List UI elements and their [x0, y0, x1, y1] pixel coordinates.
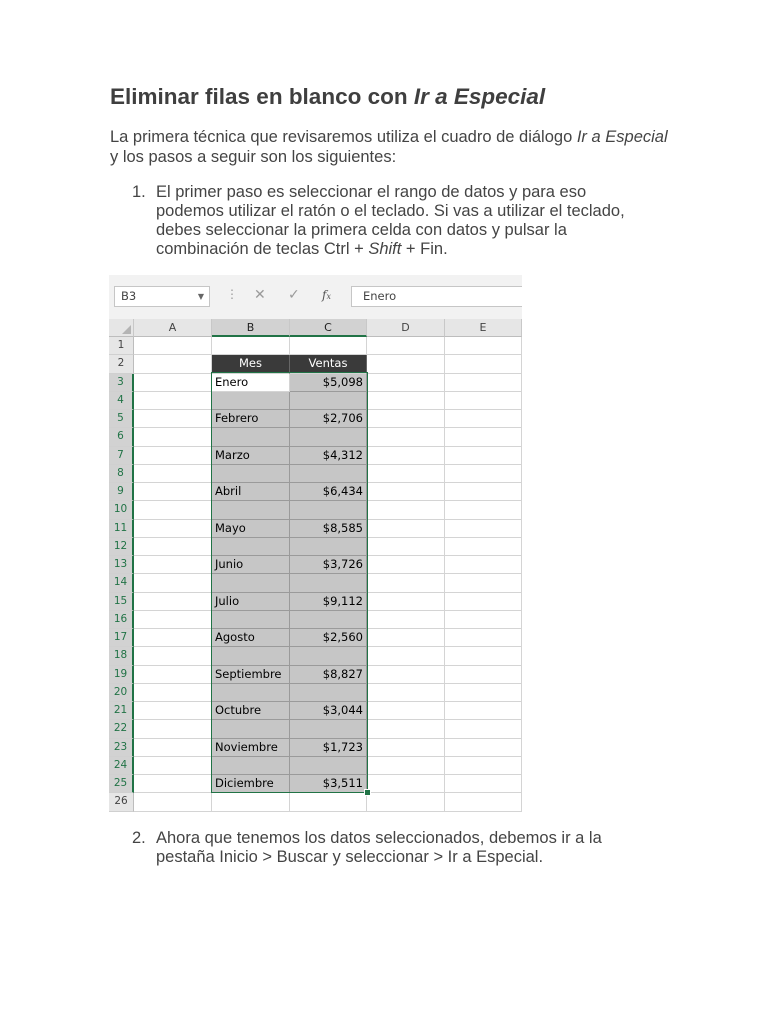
cell-e[interactable] — [445, 611, 522, 629]
cell-b[interactable]: Mes — [212, 355, 290, 373]
cell-d[interactable] — [367, 538, 445, 556]
formula-input[interactable] — [351, 286, 522, 307]
formula-bar — [109, 275, 522, 319]
row-header[interactable]: 4 — [109, 392, 134, 410]
cell-c[interactable]: $2,560 — [290, 629, 367, 647]
row-header[interactable]: 17 — [109, 629, 134, 647]
intro-emphasis: Ir a Especial — [576, 128, 668, 146]
select-all-icon — [122, 325, 131, 334]
cell-d[interactable] — [367, 666, 445, 684]
step-1-text-end: + Fin. — [401, 240, 448, 258]
cell-b[interactable]: Junio — [212, 556, 290, 574]
cell-a[interactable] — [134, 538, 212, 556]
cell-e[interactable] — [445, 465, 522, 483]
cell-a[interactable] — [134, 374, 212, 392]
row-header[interactable]: 2 — [109, 355, 134, 373]
cell-e[interactable] — [445, 574, 522, 592]
cell-a[interactable] — [134, 574, 212, 592]
column-label: E — [479, 321, 487, 334]
cell-a[interactable] — [134, 465, 212, 483]
table-row — [109, 410, 522, 428]
cell-d[interactable] — [367, 501, 445, 519]
row-header[interactable]: 10 — [109, 501, 134, 519]
cell-d[interactable] — [367, 355, 445, 373]
cell-d[interactable] — [367, 793, 445, 811]
cell-c[interactable] — [290, 720, 367, 738]
row-header[interactable]: 1 — [109, 337, 134, 355]
table-row — [109, 702, 522, 720]
cell-d[interactable] — [367, 410, 445, 428]
cell-b[interactable] — [212, 465, 290, 483]
cell-c[interactable] — [290, 501, 367, 519]
cell-e[interactable] — [445, 410, 522, 428]
page-title — [110, 84, 545, 110]
cell-d[interactable] — [367, 574, 445, 592]
cell-e[interactable] — [445, 428, 522, 446]
row-header[interactable]: 11 — [109, 520, 134, 538]
cell-b[interactable]: Abril — [212, 483, 290, 501]
table-row — [109, 757, 522, 775]
cell-c[interactable] — [290, 538, 367, 556]
cell-e[interactable] — [445, 720, 522, 738]
cell-a[interactable] — [134, 629, 212, 647]
table-row — [109, 337, 522, 355]
table-row — [109, 684, 522, 702]
cell-a[interactable] — [134, 355, 212, 373]
cell-c[interactable]: $9,112 — [290, 593, 367, 611]
row-header[interactable]: 6 — [109, 428, 134, 446]
cell-e[interactable] — [445, 629, 522, 647]
cell-e[interactable] — [445, 355, 522, 373]
cell-e[interactable] — [445, 702, 522, 720]
cell-b[interactable] — [212, 611, 290, 629]
intro-text-end: y los pasos a seguir son los siguientes: — [110, 148, 397, 166]
row-header[interactable]: 7 — [109, 447, 134, 465]
step-2-text: Ahora que tenemos los datos seleccionados, debemos ir a la pestaña Inicio > Buscar y seleccionar > Ir a Especial. — [156, 829, 602, 866]
cell-d[interactable] — [367, 647, 445, 665]
row-header[interactable]: 12 — [109, 538, 134, 556]
cell-e[interactable] — [445, 593, 522, 611]
intro-text: La primera técnica que revisaremos utiliza el cuadro de diálogo — [110, 128, 577, 146]
cell-a[interactable] — [134, 775, 212, 793]
table-row — [109, 556, 522, 574]
step-1-number: 1. — [132, 183, 146, 201]
table-row — [109, 447, 522, 465]
cell-a[interactable] — [134, 410, 212, 428]
table-row — [109, 793, 522, 811]
table-row — [109, 538, 522, 556]
table-row — [109, 392, 522, 410]
more-options-icon: ⋮ — [226, 287, 238, 301]
cell-c[interactable] — [290, 465, 367, 483]
cell-b[interactable]: Octubre — [212, 702, 290, 720]
table-row — [109, 501, 522, 519]
cell-b[interactable] — [212, 538, 290, 556]
column-label: B — [246, 321, 255, 334]
row-header[interactable]: 3 — [109, 374, 134, 392]
row-header[interactable]: 5 — [109, 410, 134, 428]
cell-a[interactable] — [134, 702, 212, 720]
row-header[interactable]: 18 — [109, 647, 134, 665]
row-header[interactable]: 22 — [109, 720, 134, 738]
table-row — [109, 739, 522, 757]
cell-b[interactable] — [212, 392, 290, 410]
table-row — [109, 720, 522, 738]
table-row — [109, 355, 522, 373]
cell-c[interactable]: $8,827 — [290, 666, 367, 684]
cell-d[interactable] — [367, 520, 445, 538]
cell-d[interactable] — [367, 465, 445, 483]
table-row — [109, 483, 522, 501]
cell-c[interactable]: $3,044 — [290, 702, 367, 720]
cell-c[interactable]: $4,312 — [290, 447, 367, 465]
cell-a[interactable] — [134, 392, 212, 410]
step-1-emphasis: Shift — [368, 240, 402, 258]
cell-a[interactable] — [134, 666, 212, 684]
cell-a[interactable] — [134, 757, 212, 775]
cell-b[interactable] — [212, 501, 290, 519]
cell-e[interactable] — [445, 793, 522, 811]
cell-c[interactable] — [290, 647, 367, 665]
cell-a[interactable] — [134, 684, 212, 702]
cell-b[interactable] — [212, 574, 290, 592]
cell-d[interactable] — [367, 428, 445, 446]
fill-handle[interactable] — [364, 789, 371, 796]
cell-e[interactable] — [445, 392, 522, 410]
cell-b[interactable] — [212, 428, 290, 446]
cell-c[interactable]: $3,726 — [290, 556, 367, 574]
cell-a[interactable] — [134, 428, 212, 446]
cell-c[interactable]: $2,706 — [290, 410, 367, 428]
cell-b[interactable]: Febrero — [212, 410, 290, 428]
cell-e[interactable] — [445, 520, 522, 538]
row-header[interactable]: 23 — [109, 739, 134, 757]
cell-a[interactable] — [134, 337, 212, 355]
cell-b[interactable]: Enero — [212, 374, 290, 392]
chevron-down-icon[interactable]: ▼ — [197, 292, 204, 301]
row-header[interactable]: 13 — [109, 556, 134, 574]
table-row — [109, 428, 522, 446]
formula-value: Enero — [363, 289, 397, 303]
table-row — [109, 574, 522, 592]
cell-c[interactable]: $1,723 — [290, 739, 367, 757]
cell-d[interactable] — [367, 593, 445, 611]
cell-e[interactable] — [445, 666, 522, 684]
cell-d[interactable] — [367, 392, 445, 410]
cell-d[interactable] — [367, 483, 445, 501]
cell-a[interactable] — [134, 611, 212, 629]
cell-e[interactable] — [445, 647, 522, 665]
row-header[interactable]: 14 — [109, 574, 134, 592]
cell-d[interactable] — [367, 739, 445, 757]
function-icon[interactable]: fx — [322, 288, 331, 302]
column-label: D — [401, 321, 410, 334]
cell-c[interactable]: Ventas — [290, 355, 367, 373]
cell-d[interactable] — [367, 556, 445, 574]
cell-c[interactable] — [290, 684, 367, 702]
row-header[interactable]: 20 — [109, 684, 134, 702]
column-header-b[interactable] — [212, 319, 290, 337]
cell-a[interactable] — [134, 593, 212, 611]
cancel-icon[interactable]: ✕ — [254, 287, 266, 303]
row-header[interactable]: 9 — [109, 483, 134, 501]
table-row — [109, 775, 522, 793]
cell-b[interactable]: Septiembre — [212, 666, 290, 684]
cell-e[interactable] — [445, 447, 522, 465]
cell-a[interactable] — [134, 647, 212, 665]
name-box[interactable] — [114, 286, 210, 307]
cell-b[interactable]: Julio — [212, 593, 290, 611]
intro-paragraph — [110, 127, 670, 167]
cell-c[interactable] — [290, 611, 367, 629]
cell-b[interactable]: Diciembre — [212, 775, 290, 793]
row-header[interactable]: 15 — [109, 593, 134, 611]
column-header-e[interactable] — [445, 319, 522, 337]
cell-c[interactable]: $5,098 — [290, 374, 367, 392]
cell-e[interactable] — [445, 775, 522, 793]
cell-e[interactable] — [445, 501, 522, 519]
cell-d[interactable] — [367, 702, 445, 720]
cell-b[interactable] — [212, 720, 290, 738]
cell-b[interactable]: Agosto — [212, 629, 290, 647]
row-header[interactable]: 26 — [109, 793, 134, 811]
column-label: C — [324, 321, 332, 334]
column-header-a[interactable] — [134, 319, 212, 337]
table-row — [109, 647, 522, 665]
column-header-d[interactable] — [367, 319, 445, 337]
cell-c[interactable]: $6,434 — [290, 483, 367, 501]
row-header[interactable]: 19 — [109, 666, 134, 684]
cell-e[interactable] — [445, 684, 522, 702]
title-text: Eliminar filas en blanco con — [110, 84, 414, 109]
cell-c[interactable] — [290, 793, 367, 811]
name-box-value: B3 — [121, 289, 137, 303]
row-header[interactable]: 24 — [109, 757, 134, 775]
cell-e[interactable] — [445, 556, 522, 574]
cell-b[interactable]: Noviembre — [212, 739, 290, 757]
step-2-number: 2. — [132, 829, 146, 847]
cell-a[interactable] — [134, 556, 212, 574]
step-1-text — [156, 183, 656, 259]
spreadsheet-screenshot — [109, 275, 522, 812]
cell-a[interactable] — [134, 447, 212, 465]
cell-c[interactable]: $8,585 — [290, 520, 367, 538]
cell-d[interactable] — [367, 337, 445, 355]
cell-e[interactable] — [445, 337, 522, 355]
title-emphasis: Ir a Especial — [413, 84, 546, 109]
cell-c[interactable]: $3,511 — [290, 775, 367, 793]
cell-c[interactable] — [290, 392, 367, 410]
cell-d[interactable] — [367, 611, 445, 629]
cell-a[interactable] — [134, 501, 212, 519]
cell-d[interactable] — [367, 775, 445, 793]
row-header[interactable]: 8 — [109, 465, 134, 483]
cell-d[interactable] — [367, 720, 445, 738]
step-1-text-start: El primer paso es seleccionar el rango de datos y para eso podemos utilizar el ratón o el teclado. Si vas a utilizar el teclado, debes seleccionar la primera celda con datos y pulsar la combinación de teclas Ctrl + — [156, 183, 625, 258]
cell-d[interactable] — [367, 629, 445, 647]
confirm-icon[interactable]: ✓ — [288, 287, 300, 303]
cell-e[interactable] — [445, 739, 522, 757]
table-row — [109, 520, 522, 538]
row-header[interactable]: 21 — [109, 702, 134, 720]
row-header[interactable]: 16 — [109, 611, 134, 629]
cell-c[interactable] — [290, 574, 367, 592]
select-all-corner[interactable] — [109, 319, 134, 337]
cell-a[interactable] — [134, 520, 212, 538]
cell-b[interactable] — [212, 647, 290, 665]
table-row — [109, 374, 522, 392]
row-header[interactable]: 25 — [109, 775, 134, 793]
table-row — [109, 465, 522, 483]
cell-a[interactable] — [134, 793, 212, 811]
cell-a[interactable] — [134, 739, 212, 757]
cell-d[interactable] — [367, 374, 445, 392]
cell-d[interactable] — [367, 447, 445, 465]
column-header-c[interactable] — [290, 319, 367, 337]
column-label: A — [168, 321, 177, 334]
cell-e[interactable] — [445, 374, 522, 392]
cell-e[interactable] — [445, 538, 522, 556]
cell-b[interactable]: Marzo — [212, 447, 290, 465]
cell-b[interactable] — [212, 757, 290, 775]
cell-e[interactable] — [445, 483, 522, 501]
cell-c[interactable] — [290, 337, 367, 355]
table-row — [109, 629, 522, 647]
cell-b[interactable]: Mayo — [212, 520, 290, 538]
cell-b[interactable] — [212, 793, 290, 811]
cell-d[interactable] — [367, 757, 445, 775]
table-row — [109, 666, 522, 684]
cell-c[interactable] — [290, 428, 367, 446]
cell-a[interactable] — [134, 483, 212, 501]
cell-a[interactable] — [134, 720, 212, 738]
cell-b[interactable] — [212, 337, 290, 355]
table-row — [109, 611, 522, 629]
cell-d[interactable] — [367, 684, 445, 702]
cell-b[interactable] — [212, 684, 290, 702]
table-row — [109, 593, 522, 611]
cell-e[interactable] — [445, 757, 522, 775]
cell-c[interactable] — [290, 757, 367, 775]
